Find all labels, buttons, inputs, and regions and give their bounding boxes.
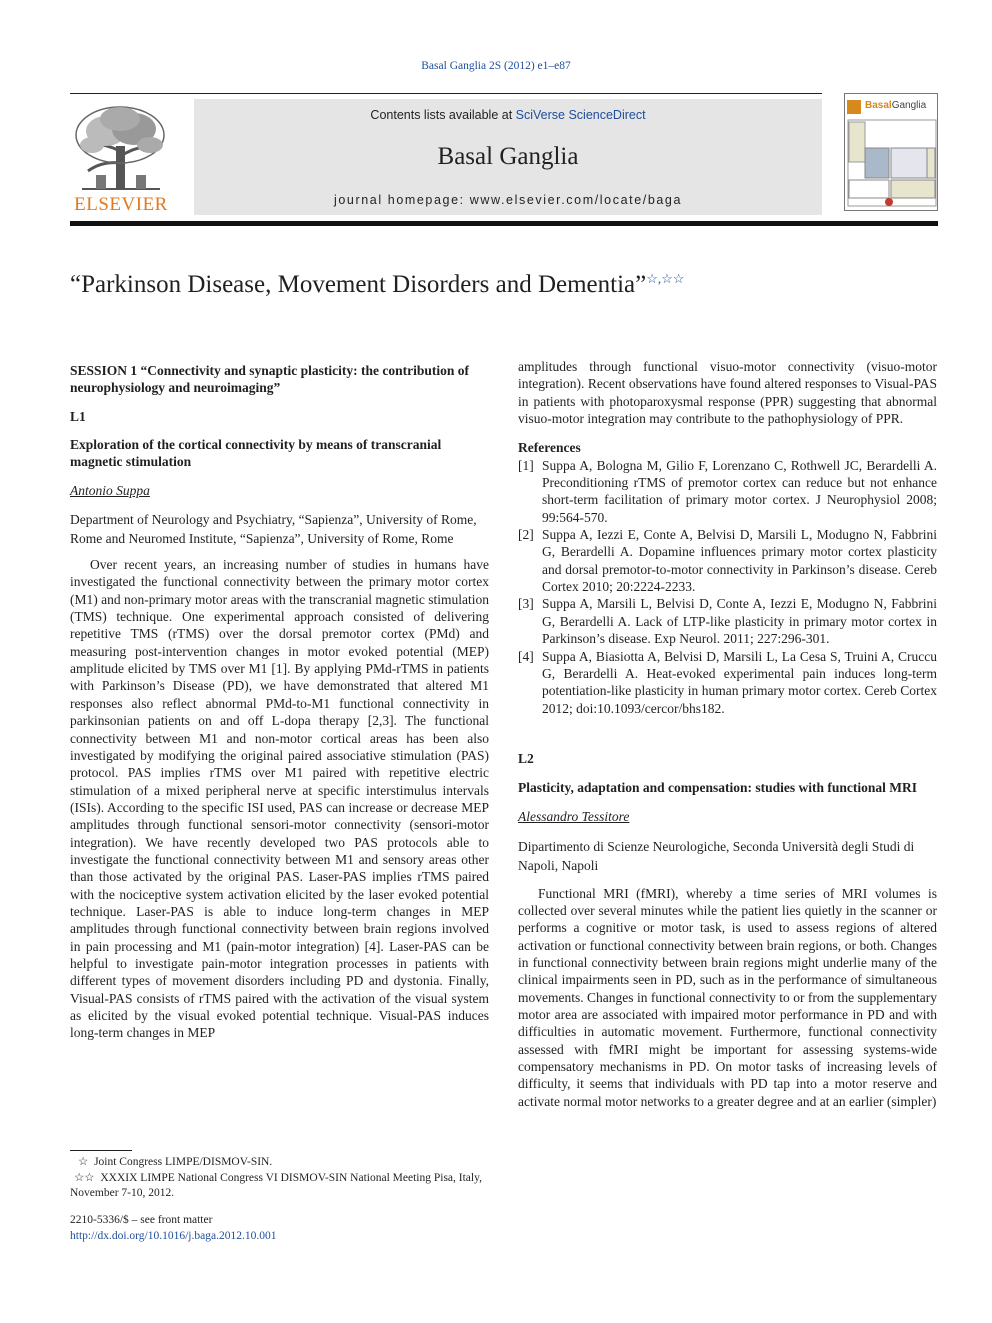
contents-prefix: Contents lists available at [370, 108, 513, 122]
abstract-body-l2: Functional MRI (fMRI), whereby a time series of MRI volumes is collected over several minutes while the patient lies quietly in the scanner or performs a cognitive or motor task, is used to assess regions of altered activation or functional connectivity between brain regions, or both. Changes in functional connectivity between brain regions might underlie many of the clinical impairments seen in PD, such as in the performance of simultaneous movements. Changes in functional connectivity to or from the supplementary motor area are associated with impaired motor performance in PD and with difficulties in automatic movement. Furthermore, functional connectivity assessed with fMRI might be important for assessing systems-wide compensatory mechanisms in PD. On motor tasks of increasing levels of difficulty, it seems that individuals with PD tap into a motor reserve and activate normal motor networks to a greater degree and at an earlier (simpler) [518, 885, 937, 1109]
reference-text: Suppa A, Marsili L, Belvisi D, Conte A, Iezzi E, Modugno N, Fabbrini G, Berardelli A. Lack of LTP-like plasticity in primary motor cortex in Parkinson’s disease. Exp Neurol. 2011; 227:296-301. [542, 596, 937, 647]
front-matter [70, 1213, 276, 1244]
abstract-title-l2: Plasticity, adaptation and compensation: studies with functional MRI [518, 780, 918, 796]
abstract-body-l1: Over recent years, an increasing number of studies in humans have investigated the functional connectivity between the primary motor cortex (M1) and non-primary motor areas with the transcranial magnetic stimulation (TMS) technique. One experimental approach consisted of delivering repetitive TMS (rTMS) over the dorsal premotor cortex (PMd) and measuring post-intervention changes in motor evoked potential (MEP) amplitude elicited by TMS over M1 [1]. By applying PMd-rTMS in patients with Parkinson’s Disease (PD), we have demonstrated that altered M1 responses also reflect abnormal PMd-to-M1 functional connectivity in parkinsonian patients on and off L-dopa therapy [2,3]. The functional connectivity between M1 and non-motor cortical areas has been also investigated by modifying the original paired associative stimulation (PAS) protocol. PAS implies rTMS over M1 paired with repetitive electric stimulation of a mixed peripheral nerve at specific interstimulus intervals (ISIs). According to the specific ISI used, PAS can increase or decrease MEP amplitudes through functional sensori-motor connectivity (sensori-motor integration). We have recently developed two PAS protocols able to investigate the functional connectivity between M1 and sensory areas other than those activated by the original PAS. Laser-PAS implies rTMS paired with the nociceptive system activation elicited by the laser evoked potential technique. Laser-PAS is able to induce long-term changes in MEP amplitudes through functional connectivity between brain regions involved in pain processing and M1 (pain-motor integration) [4]. Laser-PAS can be helpful to investigate pain-motor integration processes in patients with different types of movement disorders including PD and dystonia. Finally, Visual-PAS consists of rTMS paired with the activation of the visual system as elicited by the visual evoked potential technique. Visual-PAS induces long-term changes in MEP [70, 557, 489, 1041]
abstract-code-l1: L1 [70, 408, 86, 424]
reference-text: Suppa A, Bologna M, Gilio F, Lorenzano C, Rothwell JC, Berardelli A. Preconditioning rTMS of premotor cortex can reduce but not enhance short-term facilitation of primary motor cortex. J Neurophysiol 2008; 99:564-570. [542, 457, 937, 525]
header-rule [70, 221, 938, 226]
reference-number: [4] [518, 648, 534, 664]
journal-header [70, 93, 938, 220]
reference-item [518, 648, 937, 717]
abstract-body-l1-continued: amplitudes through functional visuo-motor connectivity (visuo-motor integration). Recent observations have found altered responses to Visual-PAS in patients with photoparoxysmal response (PPR) suggesting that abnormal visuo-motor integration may contribute to the pathophysiology of PPR. [518, 359, 937, 427]
journal-banner [194, 99, 822, 215]
issue-title [70, 271, 684, 299]
left-column [70, 362, 489, 1042]
reference-number: [3] [518, 596, 534, 612]
affiliation-l1: Department of Neurology and Psychiatry, “Sapienza”, University of Rome, Rome and Neuromed Institute, “Sapienza”, University of Rome, Rome [70, 512, 477, 547]
abstract-code-l2: L2 [518, 750, 534, 766]
affiliation-l2: Dipartimento di Scienze Neurologiche, Seconda Università degli Studi di Napoli, Napoli [518, 838, 915, 873]
contents-availability [194, 108, 822, 122]
issn-line: 2210-5336/$ – see front matter [70, 1214, 213, 1226]
right-column [518, 358, 937, 1110]
footnote-1-mark: ☆ [78, 1156, 89, 1168]
abstract-title-l1: Exploration of the cortical connectivity by means of transcranial magnetic stimulation [70, 437, 442, 470]
header-top-line [70, 93, 822, 94]
reference-number: [1] [518, 457, 534, 473]
title-footnote-marks[interactable]: ☆,☆☆ [646, 271, 685, 286]
footnote-separator [70, 1150, 132, 1151]
references-heading: References [518, 440, 581, 456]
author-l2: Alessandro Tessitore [518, 809, 630, 825]
cover-art-icon [845, 94, 939, 212]
session-heading: SESSION 1 “Connectivity and synaptic plasticity: the contribution of neurophysiology and neuroimaging” [70, 363, 470, 396]
cover-title-a: Basal [865, 100, 892, 111]
elsevier-logo [70, 101, 172, 213]
publisher-name: ELSEVIER [74, 194, 168, 215]
footnote-1 [70, 1155, 489, 1171]
footnotes [70, 1155, 489, 1202]
sciencedirect-link[interactable]: SciVerse ScienceDirect [515, 108, 646, 122]
reference-text: Suppa A, Biasiotta A, Belvisi D, Marsili L, La Cesa S, Truini A, Cruccu G, Berardelli A. Heat-evoked experimental pain induces long-term potentiation-like plasticity in human primary motor cortex. Cereb Cortex 2012; doi:10.1093/cercor/bhs182. [542, 648, 937, 716]
footnote-2-text: XXXIX LIMPE National Congress VI DISMOV-SIN National Meeting Pisa, Italy, November 7-10, 2012. [70, 1171, 482, 1199]
reference-number: [2] [518, 527, 534, 543]
footnote-1-text: Joint Congress LIMPE/DISMOV-SIN. [94, 1156, 273, 1168]
reference-item [518, 526, 937, 595]
reference-item [518, 457, 937, 526]
journal-citation[interactable]: Basal Ganglia 2S (2012) e1–e87 [421, 60, 571, 72]
journal-name: Basal Ganglia [437, 143, 579, 170]
footnote-2 [70, 1171, 489, 1202]
author-l1: Antonio Suppa [70, 482, 150, 498]
issue-title-text: “Parkinson Disease, Movement Disorders and Dementia” [70, 271, 647, 298]
reference-text: Suppa A, Iezzi E, Conte A, Belvisi D, Marsili L, Modugno N, Fabbrini G, Berardelli A. Dopamine influences primary motor cortex plasticity and dorsal premotor-to-motor connectivity in Parkinson’s disease. Cereb Cortex 2010; 20:2224-2233. [542, 527, 937, 595]
footnote-2-mark: ☆☆ [74, 1171, 95, 1184]
cover-title-b: Ganglia [891, 100, 927, 111]
reference-item [518, 595, 937, 647]
doi-link[interactable]: http://dx.doi.org/10.1016/j.baga.2012.10.001 [70, 1229, 277, 1242]
journal-homepage[interactable]: journal homepage: www.elsevier.com/locate/baga [333, 193, 683, 207]
journal-cover [844, 93, 938, 211]
